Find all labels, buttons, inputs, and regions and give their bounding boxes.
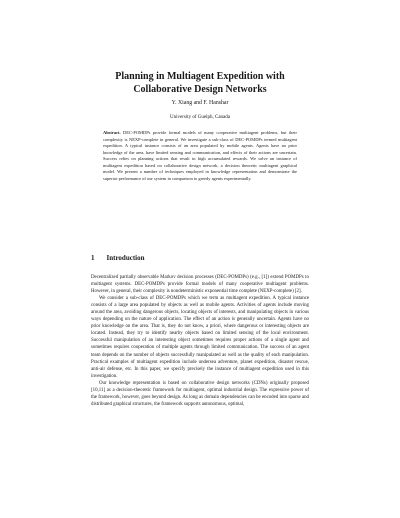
abstract-label: Abstract.: [103, 130, 121, 135]
title-line-2: Collaborative Design Networks: [133, 84, 267, 95]
paper-title: [60, 70, 340, 96]
paragraph: We consider a sub-class of DEC-POMDPs which we term as multiagent expedition. A typical instance consists of a large area populated by objects as well as mobile agents. Activities of agents include moving around the area, avoiding dangerous objects, locating objects of interests, and manipulating objects in various ways depending on the nature of application. The effect of an action is generally uncertain. Agents have no prior knowledge on the area. That is, they do not know, a priori, where dangerous or interesting objects are located. Instead, they try to identify nearby objects based on limited sensing of the local environment. Successful manipulation of an interesting object sometimes requires proper actions of a single agent and sometimes requires cooperation of multiple agents through limited communication. The success of an agent team depends on the number of objects successfully manipulated as well as the quality of each manipulation. Practical examples of multiagent expedition include undersea adventure, planet expedition, disaster rescue, anti-air defense, etc. In this paper, we specify precisely the instance of multiagent expedition used in this investigation.: [91, 296, 309, 379]
affiliation: University of Guelph, Canada: [170, 115, 230, 120]
section-heading: [91, 254, 145, 262]
title-line-1: Planning in Multiagent Expedition with: [115, 71, 285, 82]
abstract-text: DEC-POMDPs provide formal models of many cooperative multiagent problems, but their complexity is NEXP-complete in general. We investigate a sub-class of DEC-POMDPs termed multiagent expedition. A typical instance consists of an area populated by mobile agents. Agents have no prior knowledge of the area, have limited sensing and communication, and effects of their actions are uncertain. Success relies on planning actions that result in high accumulated rewards. We solve an instance of multiagent expedition based on collaborative design network, a decision theoretic multiagent graphical model. We present a number of techniques employed in knowledge representation and demonstrate the superior performance of our system in comparison to greedy agents experimentally.: [103, 130, 298, 181]
section-number: 1: [91, 254, 95, 262]
paragraph: Decentralized partially observable Markov decision processes (DEC-POMDPs) (e.g., [1]) extend POMDPs to multiagent systems. DEC-POMDPs provide formal models of many cooperative multiagent problems. However, in general, their complexity is nondeterministic exponential time complete (NEXP-complete) [2].: [91, 275, 309, 295]
section-title: Introduction: [106, 254, 145, 262]
authors: Y. Xiang and F. Hanshar: [171, 100, 229, 106]
abstract: [103, 130, 297, 182]
body-text: [91, 274, 309, 408]
paragraph: Our knowledge representation is based on collaborative design networks (CDNs) originally proposed [10,11] as a decision-theoretic framework for multiagent, optimal industrial design. The expressive power of the framework, however, goes beyond design. As long as domain dependencies can be encoded into sparse and distributed graphical structures, the framework supports autonomous, optimal,: [91, 380, 309, 407]
